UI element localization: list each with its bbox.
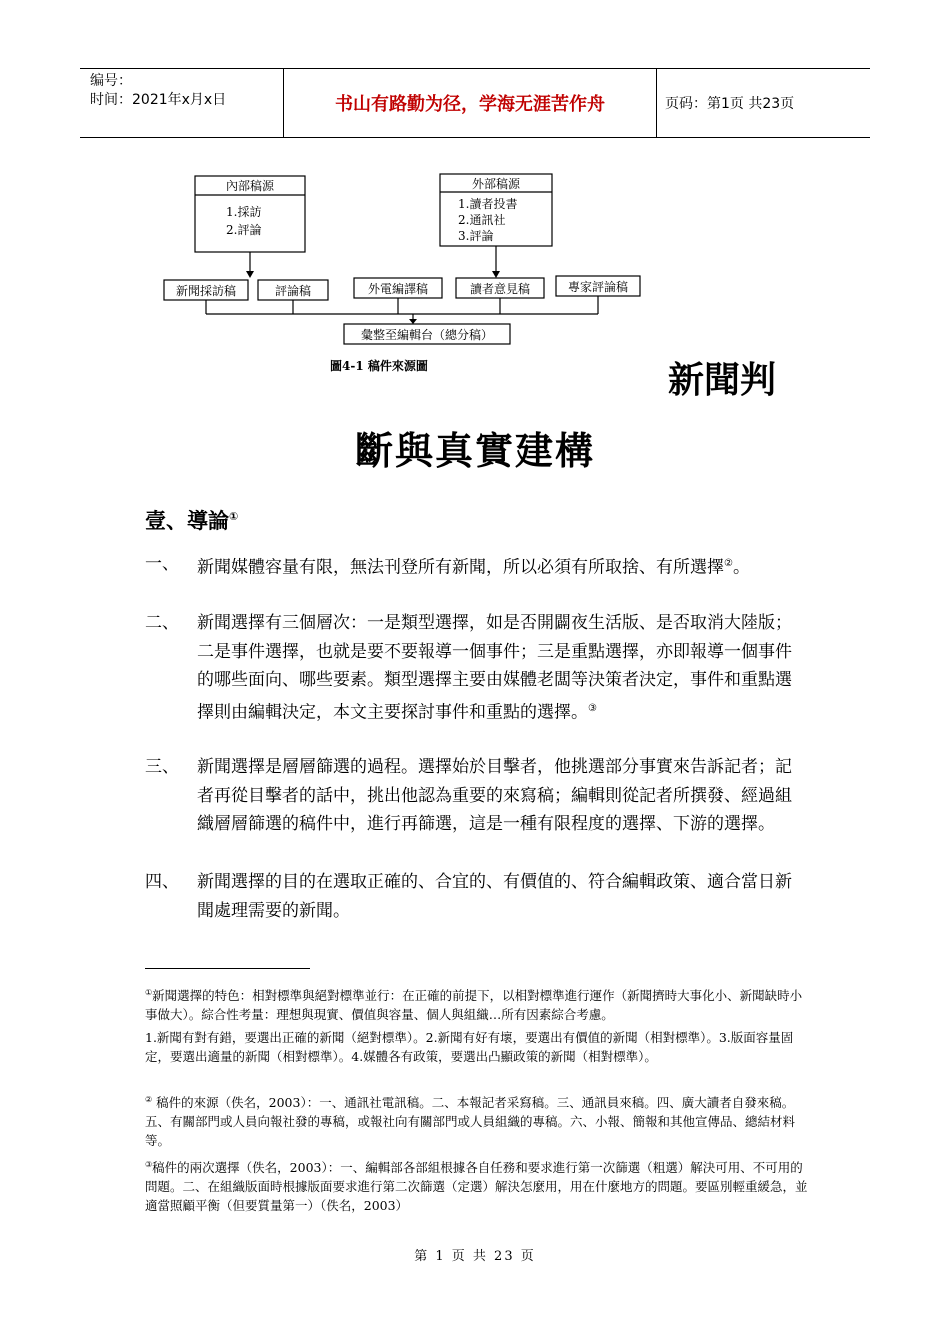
note-mark: ③: [588, 702, 597, 714]
section-note-mark: ①: [229, 510, 239, 523]
header-page-info: 页码：第1页 共23页: [665, 96, 795, 112]
paragraph-text: 新聞選擇是層層篩選的過程。選擇始於目擊者，他挑選部分事實來告訴記者；記者再從目擊者的話中，挑出他認為重要的來寫稿；編輯則從記者所撰發、經過組織層層篩選的稿件中，進行再篩選，這是一種有限程度的選擇、下游的選擇。: [197, 757, 792, 834]
paragraph-text: 新聞選擇有三個層次：一是類型選擇，如是否開闢夜生活版、是否取消大陸版；二是事件選擇，也就是要不要報導一個事件；三是重點選擇，亦即報導一個事件的哪些面向、哪些要素。類型選擇主要由媒體老闆等決策者決定，事件和重點選擇則由編輯決定，本文主要探討事件和重點的選擇。③: [197, 613, 792, 723]
paragraph-2: [145, 609, 805, 727]
output-label-3: 外電編譯稿: [367, 282, 429, 296]
note-mark: ②: [724, 558, 733, 569]
paragraph-number: 四、: [145, 872, 179, 892]
diagram-caption: 圖4-1 稿件來源圖: [330, 359, 428, 373]
section-heading-text: 壹、導論: [145, 509, 229, 533]
internal-item-2: 2.評論: [226, 223, 262, 237]
internal-item-1: 1.採訪: [226, 205, 262, 219]
output-label-4: 讀者意見稿: [469, 282, 531, 296]
paragraph-1: [145, 550, 805, 582]
final-label: 彙整至編輯台（總分稿）: [360, 328, 494, 342]
paragraph-number: 三、: [145, 757, 179, 777]
page-header: [80, 68, 870, 138]
external-item-1: 1.讀者投書: [458, 197, 518, 211]
footnote-2: ② 稿件的來源（佚名，2003）：一、通訊社電訊稿。二、本報記者采寫稿。三、通訊員來稿。四、廣大讀者自發來稿。五、有關部門或人員向報社發的專稿，或報社向有關部門或人員組織的專稿。六、小報、簡報和其他宣傳品、總結材料等。: [145, 1095, 796, 1149]
number-label: 编号：: [90, 73, 132, 89]
external-item-3: 3.評論: [458, 229, 494, 243]
external-title: 外部稿源: [471, 177, 521, 191]
section-heading: [145, 505, 238, 535]
page-footer: 第 1 页 共 23 页: [414, 1249, 536, 1264]
footnote-3: ③稿件的兩次選擇（佚名，2003）：一、編輯部各部組根據各自任務和要求進行第一次篩選（粗選）解決可用、不可用的問題。二、在組織版面時根據版面要求進行第二次篩選（定選）解決怎麼用，用在什麼地方的問題。要區別輕重緩急，並適當照顧平衡（但要質量第一）（佚名，2003）: [145, 1160, 808, 1214]
footnote-1-continued: 1.新聞有對有錯，要選出正確的新聞（絕對標準）。2.新聞有好有壞，要選出有價值的新聞（相對標準）。3.版面容量固定，要選出適量的新聞（相對標準）。4.媒體各有政策，要選出凸顯政策的新聞（相對標準）。: [145, 1030, 794, 1064]
paragraph-3: [145, 753, 805, 839]
paragraph-number: 二、: [145, 613, 179, 633]
footnote-1: ①新聞選擇的特色：相對標準與絕對標準並行：在正確的前提下，以相對標準進行運作（新聞擠時大事化小、新聞缺時小事做大）。綜合性考量：理想與現實、價值與容量、個人與組織…所有因素綜合考慮。: [145, 988, 803, 1023]
header-meta: [80, 69, 280, 137]
internal-title: 內部稿源: [225, 179, 275, 193]
title-part-1: 新聞判: [668, 360, 777, 401]
paragraph-4: [145, 868, 805, 925]
external-item-2: 2.通訊社: [458, 213, 506, 227]
time-label: 时间：2021年x月x日: [90, 92, 227, 108]
output-label-2: 評論稿: [274, 284, 312, 298]
output-label-1: 新聞採訪稿: [175, 284, 237, 298]
source-diagram: [158, 168, 648, 383]
output-label-5: 專家評論稿: [567, 280, 629, 294]
title-part-2: 斷與真實建構: [354, 429, 595, 473]
footnote-divider: [145, 968, 310, 969]
header-motto: 书山有路勤为径，学海无涯苦作舟: [283, 69, 657, 137]
paragraph-text: 新聞媒體容量有限，無法刊登所有新聞，所以必須有所取捨、有所選擇②。: [197, 557, 750, 578]
paragraph-number: 一、: [145, 554, 179, 574]
paragraph-text: 新聞選擇的目的在選取正確的、合宜的、有價值的、符合編輯政策、適合當日新聞處理需要的新聞。: [197, 872, 792, 921]
